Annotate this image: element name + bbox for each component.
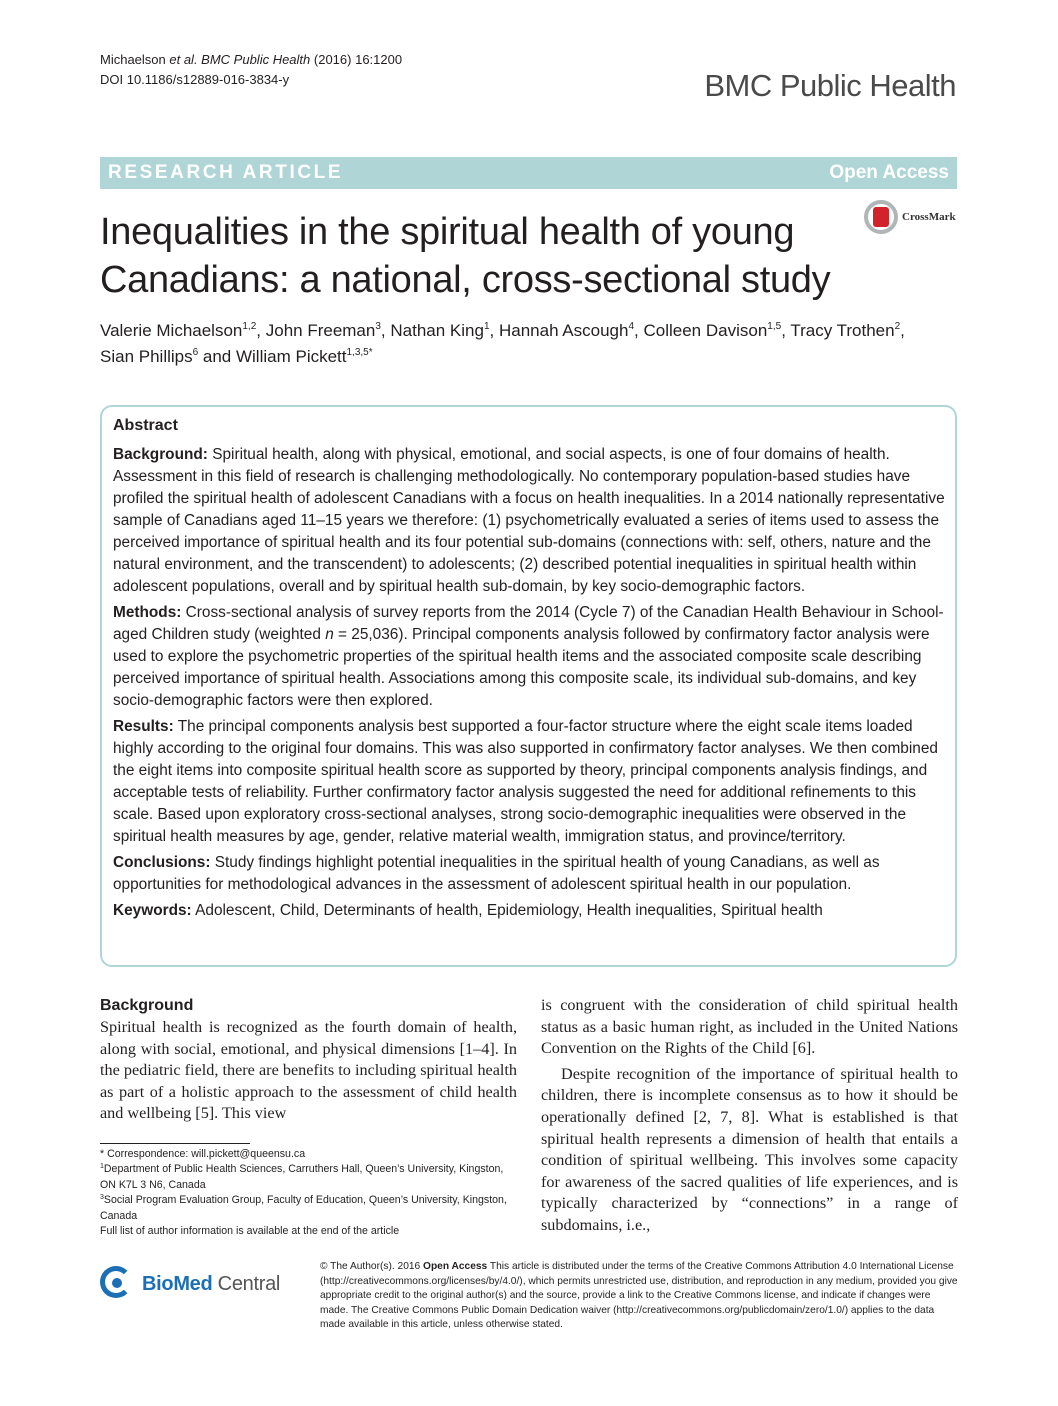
author-affiliation: 1,2 [242,321,257,332]
author-affiliation: 1 [483,321,490,332]
article-title: Inequalities in the spiritual health of young Canadians: a national, cross-sectional study [100,211,831,301]
journal-name: BMC Public Health [704,68,956,103]
abstract-background [113,444,946,598]
abstract-keywords [113,900,946,922]
biomed-central-logo[interactable] [100,1263,305,1305]
citation-block [100,50,402,90]
abstract-keywords-label: Keywords: [113,902,192,919]
author-separator: , [256,321,266,340]
abstract-results-text: The principal components analysis best supported a four-factor structure where the eight scale items loaded highly according to the original four domains. This was also supported in confirmatory factor analyses. We then combined the eight items into composite spiritual health score as supported by theory, principal components analysis findings, and acceptable tests of reliability. Further confirmatory factor analysis suggested the need for additional refinements to this scale. Based upon exploratory cross-sectional analyses, strong socio-demographic inequalities were observed in the spiritual health measures by age, gender, relative material wealth, immigration status, and province/territory. [113,718,938,845]
affiliation-text: Social Program Evaluation Group, Faculty of Education, Queen’s University, Kingston, Canada [100,1194,507,1222]
abstract-methods-text: Cross-sectional analysis of survey reports from the 2014 (Cycle 7) of the Canadian Health Behaviour in School-aged Children study (weighted [113,604,944,643]
abstract-methods-label: Methods: [113,604,182,621]
abstract-background-label: Background: [113,446,208,463]
body-paragraph: Despite recognition of the importance of spiritual health to children, there is incomplete consensus as to how it should be operationally defined [2, 7, 8]. What is established is that spiritual health represents a dimension of health that entails a condition of spiritual wellbeing. This involves some capacity for awareness of the sacred qualities of life experiences, and is typically characterized by “connections” in a range of subdomains, i.e., [541,1064,958,1234]
body-right-column [541,995,958,1237]
abstract-box [100,405,957,967]
citation-line [100,50,402,70]
author-separator: , [380,321,391,340]
crossmark-badge[interactable] [864,197,960,237]
footnote-rule [100,1143,250,1144]
author-name[interactable]: Sian Phillips [100,347,193,366]
author-separator: , [634,321,644,340]
author-affiliation: 3 [375,321,381,332]
abstract-results-label: Results: [113,718,174,735]
affiliation-text: Department of Public Health Sciences, Carruthers Hall, Queen’s University, Kingston, ON K7L 3 N6, Canada [100,1163,504,1191]
section-heading: Background [100,997,194,1014]
affiliation-note [100,1162,520,1193]
abstract-conclusions-text: Study findings highlight potential inequalities in the spiritual health of young Canadians, as well as opportunities for methodological advances in the assessment of adolescent spiritual health in our population. [113,854,880,893]
author-separator: and [198,347,236,366]
author-list [100,318,960,370]
author-name[interactable]: Hannah Ascough [498,321,629,340]
article-type-banner [100,157,957,189]
abstract-methods-text-cont: = 25,036). Principal components analysis followed by confirmatory factor analysis were used to explore the psychometric properties of the spiritual health items and the associated composite scale describing perceived importance of spiritual health. Associations among this composite scale, its individual sub-domains, and key socio-demographic factors were then explored. [113,626,930,709]
abstract-background-text: Spiritual health, along with physical, emotional, and social aspects, is one of four domains of health. Assessment in this field of research is challenging methodologically. No contemporary population-based studies have profiled the spiritual health of adolescent Canadians with a focus on health inequalities. In a 2014 nationally representative sample of Canadians aged 11–15 years we therefore: (1) psychometrically evaluated a series of items used to assess the perceived importance of spiritual health and its four potential sub-domains (connections with: self, others, nature and the natural environment, and the transcendent) to adolescents; (2) described potential inequalities in spiritual health within adolescent populations, overall and by spiritual health sub-domain, by key socio-demographic factors. [113,446,945,595]
author-name[interactable]: Valerie Michaelson [100,321,243,340]
author-separator: , [900,321,905,340]
body-paragraph: is congruent with the consideration of child spiritual health status as a basic human right, as included in the United Nations Convention on the Rights of the Child [6]. [541,996,958,1058]
correspondence-note[interactable]: * Correspondence: will.pickett@queensu.ca [100,1148,306,1160]
author-name[interactable]: Colleen Davison [643,321,768,340]
author-affiliation: 1,3,5* [346,347,373,358]
biomed-central-wordmark: BioMed Central [142,1272,281,1295]
author-separator: , [489,321,499,340]
article-type-label: RESEARCH ARTICLE [108,162,344,183]
license-statement [320,1260,960,1333]
body-left-column [100,995,517,1125]
abstract-results [113,716,946,848]
license-text: This article is distributed under the terms of the Creative Commons Attribution 4.0 International License (http://creativecommons.org/licenses/by/4.0/), which permits unrestricted use, distribution, and reproduction in any medium, provided you give appropriate credit to the original author(s) and the source, provide a link to the Creative Commons license, and indicate if changes were made. The Creative Commons Public Domain Dedication waiver (http://creativecommons.org/publicdomain/zero/1.0/) applies to the data made available in this article, unless otherwise stated. [320,1261,958,1331]
affiliation-number: 3 [100,1194,104,1202]
license-open-access: Open Access [423,1261,488,1272]
author-affiliation: 1,5 [767,321,782,332]
abstract-heading: Abstract [113,417,178,434]
author-name[interactable]: John Freeman [265,321,376,340]
author-affiliation: 4 [628,321,635,332]
doi-link[interactable]: DOI 10.1186/s12889-016-3834-y [100,72,290,87]
footnotes [100,1147,520,1239]
citation-authors: Michaelson [100,52,170,67]
abstract-keywords-text: Adolescent, Child, Determinants of health, Epidemiology, Health inequalities, Spiritual health [191,902,823,919]
full-list-note: Full list of author information is available at the end of the article [100,1225,400,1238]
abstract-methods [113,602,946,712]
author-name[interactable]: William Pickett [235,347,347,366]
crossmark-label: CrossMark [902,211,956,223]
citation-volume: (2016) 16:1200 [310,52,403,67]
citation-journal: et al. BMC Public Health [169,52,311,67]
crossmark-icon [864,200,898,234]
author-separator: , [781,321,791,340]
author-affiliation: 2 [894,321,901,332]
affiliation-note [100,1193,520,1224]
license-prefix: © The Author(s). 2016 [320,1261,424,1272]
biomed-central-icon [100,1266,136,1302]
open-access-label[interactable]: Open Access [829,162,949,183]
body-paragraph: Spiritual health is recognized as the fourth domain of health, along with social, emotional, and physical dimensions [1–4]. In the pediatric field, there are benefits to including spiritual health as part of a holistic approach to the assessment of child health and wellbeing [5]. This view [100,1018,517,1123]
affiliation-number: 1 [100,1163,104,1171]
author-name[interactable]: Tracy Trothen [790,321,895,340]
author-name[interactable]: Nathan King [390,321,484,340]
abstract-conclusions [113,852,946,896]
abstract-methods-n: n [325,626,334,643]
author-affiliation: 6 [192,347,199,358]
abstract-conclusions-label: Conclusions: [113,854,211,871]
